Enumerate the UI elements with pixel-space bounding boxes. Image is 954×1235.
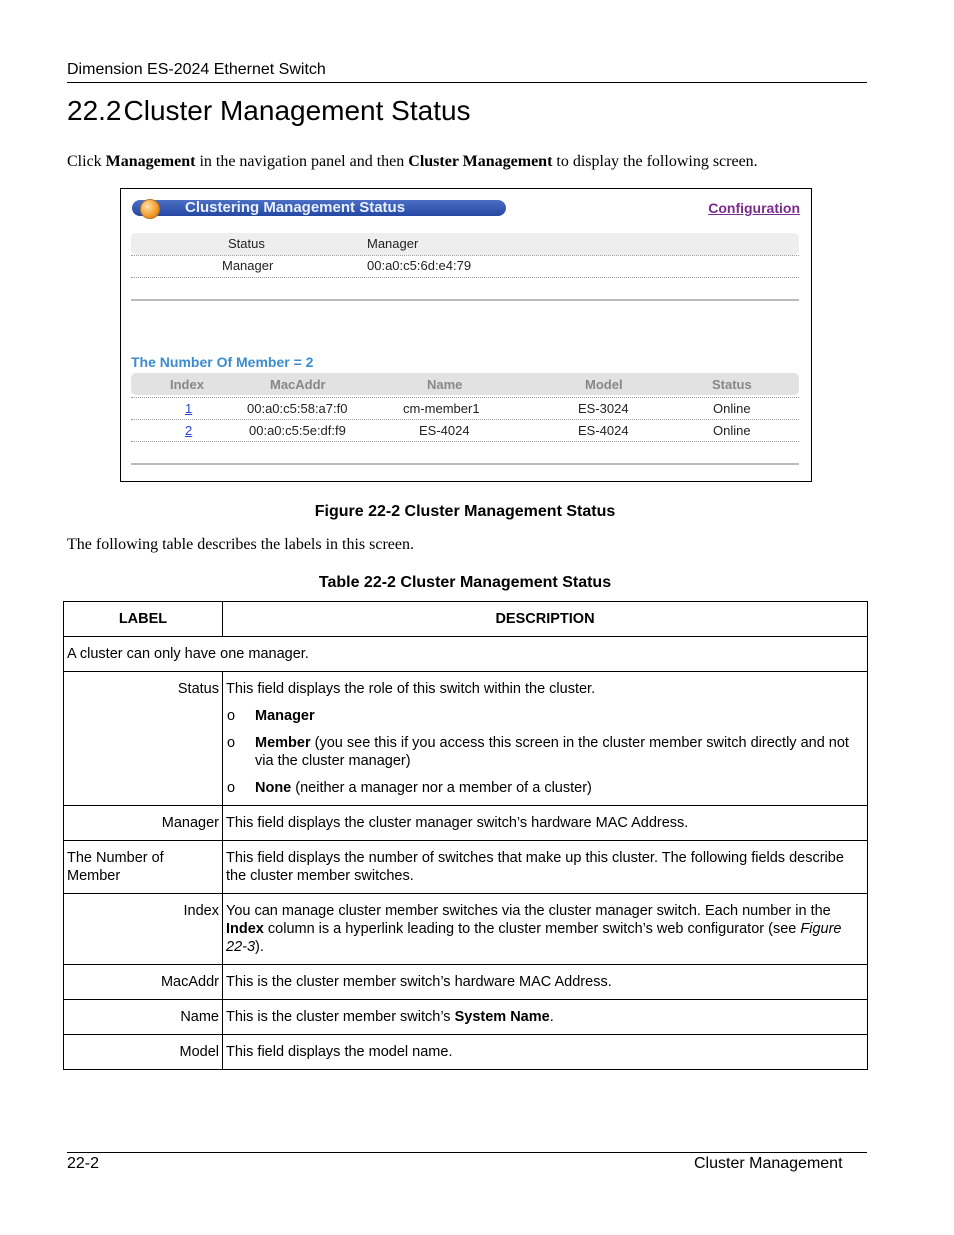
intro-paragraph xyxy=(67,153,758,171)
member-model: ES-4024 xyxy=(578,423,629,438)
member-table-header-bar xyxy=(131,373,799,395)
table-row xyxy=(64,841,868,894)
section-title-text: Cluster Management Status xyxy=(123,95,471,126)
orange-orb-icon xyxy=(140,199,160,219)
member-status: Online xyxy=(713,401,751,416)
member-name: cm-member1 xyxy=(403,401,480,416)
section-number: 22.2 xyxy=(67,95,122,126)
bullet-bold: Manager xyxy=(255,708,315,724)
figure-reference: Figure 22-3 xyxy=(226,921,842,955)
description-column-header: DESCRIPTION xyxy=(223,602,868,637)
label-cell: Index xyxy=(64,894,223,965)
table-row xyxy=(64,965,868,1000)
label-cell: Model xyxy=(64,1035,223,1070)
bullet-item xyxy=(226,779,864,797)
member-mac: 00:a0:c5:5e:df:f9 xyxy=(249,423,346,438)
member-name: ES-4024 xyxy=(419,423,470,438)
divider xyxy=(131,419,799,420)
section-title xyxy=(67,95,471,127)
table-row xyxy=(64,672,868,806)
member-mac: 00:a0:c5:58:a7:f0 xyxy=(247,401,348,416)
configuration-link[interactable]: Configuration xyxy=(708,200,800,216)
footer-rule xyxy=(67,1152,867,1153)
table-row xyxy=(64,637,868,672)
status-value: Manager xyxy=(222,258,274,273)
divider xyxy=(131,397,799,398)
note-cell: A cluster can only have one manager. xyxy=(64,637,868,672)
page-number: 22-2 xyxy=(67,1155,100,1172)
label-cell: The Number of Member xyxy=(64,841,223,894)
table-intro: The following table describes the labels in this screen. xyxy=(67,536,415,553)
table-row xyxy=(64,806,868,841)
column-header-macaddr: MacAddr xyxy=(270,377,326,392)
member-status: Online xyxy=(713,423,751,438)
bullet-text: (neither a manager nor a member of a cluster) xyxy=(291,780,592,796)
bullet-bold: None xyxy=(255,780,292,796)
divider xyxy=(131,255,799,256)
bullet-marker: o xyxy=(227,735,236,751)
column-header-status: Status xyxy=(712,377,752,392)
manager-mac-value: 00:a0:c5:6d:e4:79 xyxy=(367,258,472,273)
label-cell: Name xyxy=(64,1000,223,1035)
bullet-marker: o xyxy=(227,780,236,796)
column-header-model: Model xyxy=(585,377,623,392)
table-caption: Table 22-2 Cluster Management Status xyxy=(318,574,612,591)
label-description-table xyxy=(63,601,868,1070)
status-description: This field displays the role of this switch within the cluster. xyxy=(226,681,596,697)
header-rule xyxy=(67,82,867,83)
label-column-header: LABEL xyxy=(64,602,223,637)
member-model: ES-3024 xyxy=(578,401,629,416)
label-cell: Manager xyxy=(64,806,223,841)
bullet-marker: o xyxy=(227,708,236,724)
desc-bold: Index xyxy=(226,921,264,937)
desc-text: ). xyxy=(255,939,264,955)
intro-bold-management: Management xyxy=(105,153,196,170)
description-cell xyxy=(223,1000,868,1035)
desc-text: You can manage cluster member switches via the cluster manager switch. Each number in the xyxy=(226,903,831,919)
member-index-link[interactable]: 1 xyxy=(185,401,193,416)
label-cell: Status xyxy=(64,672,223,806)
figure-caption: Figure 22-2 Cluster Management Status xyxy=(314,503,616,520)
description-cell: This is the cluster member switch’s hardware MAC Address. xyxy=(223,965,868,1000)
bullet-bold: Member xyxy=(255,735,311,751)
desc-bold: System Name xyxy=(454,1009,550,1025)
intro-suffix: to display the following screen. xyxy=(552,153,758,170)
desc-text: . xyxy=(549,1009,554,1025)
description-cell: This field displays the number of switches that make up this cluster. The following fields describe the cluster member switches. xyxy=(223,841,868,894)
divider xyxy=(131,277,799,278)
intro-middle: in the navigation panel and then xyxy=(195,153,409,170)
label-cell: MacAddr xyxy=(64,965,223,1000)
description-cell xyxy=(223,672,868,806)
running-header: Dimension ES-2024 Ethernet Switch xyxy=(67,61,326,78)
member-index-link[interactable]: 2 xyxy=(185,423,193,438)
table-row xyxy=(64,894,868,965)
section-divider xyxy=(131,299,799,301)
manager-column-header: Manager xyxy=(367,236,419,251)
table-header-row xyxy=(64,602,868,637)
bullet-item xyxy=(226,734,864,770)
section-divider xyxy=(131,463,799,465)
screenshot-figure xyxy=(120,188,812,482)
member-count-title: The Number Of Member = 2 xyxy=(131,354,314,370)
bullet-text: (you see this if you access this screen in the cluster member switch directly and not via the cluster manager) xyxy=(255,735,849,769)
desc-text: This is the cluster member switch’s xyxy=(226,1009,455,1025)
description-cell xyxy=(223,894,868,965)
table-row xyxy=(64,1035,868,1070)
divider xyxy=(131,441,799,442)
column-header-index: Index xyxy=(170,377,204,392)
desc-text: column is a hyperlink leading to the cluster member switch’s web configurator (see xyxy=(263,921,801,937)
intro-bold-cluster-management: Cluster Management xyxy=(408,153,553,170)
status-column-header: Status xyxy=(228,236,265,251)
intro-prefix: Click xyxy=(67,153,106,170)
table-row xyxy=(64,1000,868,1035)
column-header-name: Name xyxy=(427,377,463,392)
bullet-item xyxy=(226,707,864,725)
description-cell: This field displays the cluster manager switch’s hardware MAC Address. xyxy=(223,806,868,841)
banner-title: Clustering Management Status xyxy=(185,199,406,216)
description-cell: This field displays the model name. xyxy=(223,1035,868,1070)
chapter-name: Cluster Management xyxy=(694,1155,843,1172)
